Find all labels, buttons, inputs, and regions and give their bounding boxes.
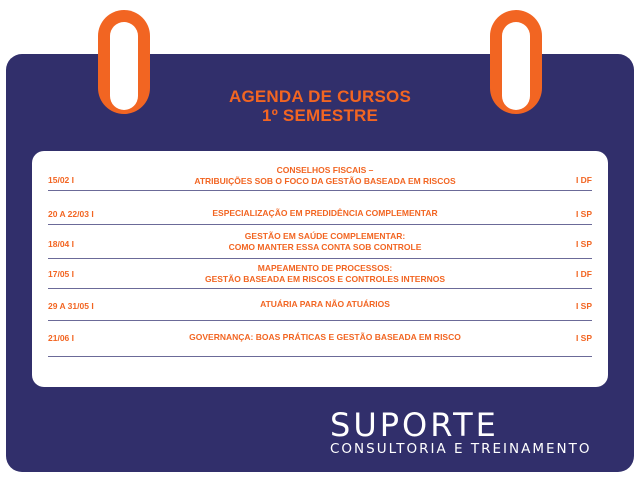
course-row <box>48 231 592 259</box>
row-divider <box>48 190 592 191</box>
course-row <box>48 165 592 191</box>
course-date: 20 A 22/03 I <box>48 209 94 219</box>
row-divider <box>48 224 592 225</box>
course-date: 15/02 I <box>48 175 74 185</box>
course-row <box>48 205 592 225</box>
course-row <box>48 263 592 289</box>
course-date: 21/06 I <box>48 333 74 343</box>
brand-logo <box>330 408 591 457</box>
course-location: I SP <box>575 239 592 249</box>
course-title: MAPEAMENTO DE PROCESSOS: GESTÃO BASEADA EM RISCOS E CONTROLES INTERNOS <box>204 263 446 284</box>
course-row <box>48 297 592 321</box>
course-date: 18/04 I <box>48 239 74 249</box>
course-location: I DF <box>575 269 592 279</box>
row-divider <box>48 258 592 259</box>
row-divider <box>48 288 592 289</box>
page-subtitle: 1º SEMESTRE <box>261 106 379 125</box>
course-location: I SP <box>575 333 592 343</box>
course-title: GOVERNANÇA: BOAS PRÁTICAS E GESTÃO BASEADA EM RISCO <box>189 332 461 342</box>
course-row <box>48 329 592 357</box>
course-location: I SP <box>575 209 592 219</box>
course-title: ESPECIALIZAÇÃO EM PREDIDÊNCIA COMPLEMENTAR <box>212 208 438 218</box>
course-list <box>32 151 608 387</box>
course-date: 29 A 31/05 I <box>48 301 94 311</box>
course-title: GESTÃO EM SAÚDE COMPLEMENTAR: COMO MANTER ESSA CONTA SOB CONTROLE <box>228 231 422 252</box>
course-location: I SP <box>575 301 592 311</box>
brand-tagline: CONSULTORIA E TREINAMENTO <box>330 441 592 457</box>
course-title: ATUÁRIA PARA NÃO ATUÁRIOS <box>260 299 390 309</box>
page-title: AGENDA DE CURSOS <box>228 87 412 106</box>
course-location: I DF <box>575 175 592 185</box>
brand-name: SUPORTE <box>330 406 499 444</box>
row-divider <box>48 320 592 321</box>
row-divider <box>48 356 592 357</box>
course-date: 17/05 I <box>48 269 74 279</box>
course-title: CONSELHOS FISCAIS – ATRIBUIÇÕES SOB O FOCO DA GESTÃO BASEADA EM RISCOS <box>194 165 456 186</box>
